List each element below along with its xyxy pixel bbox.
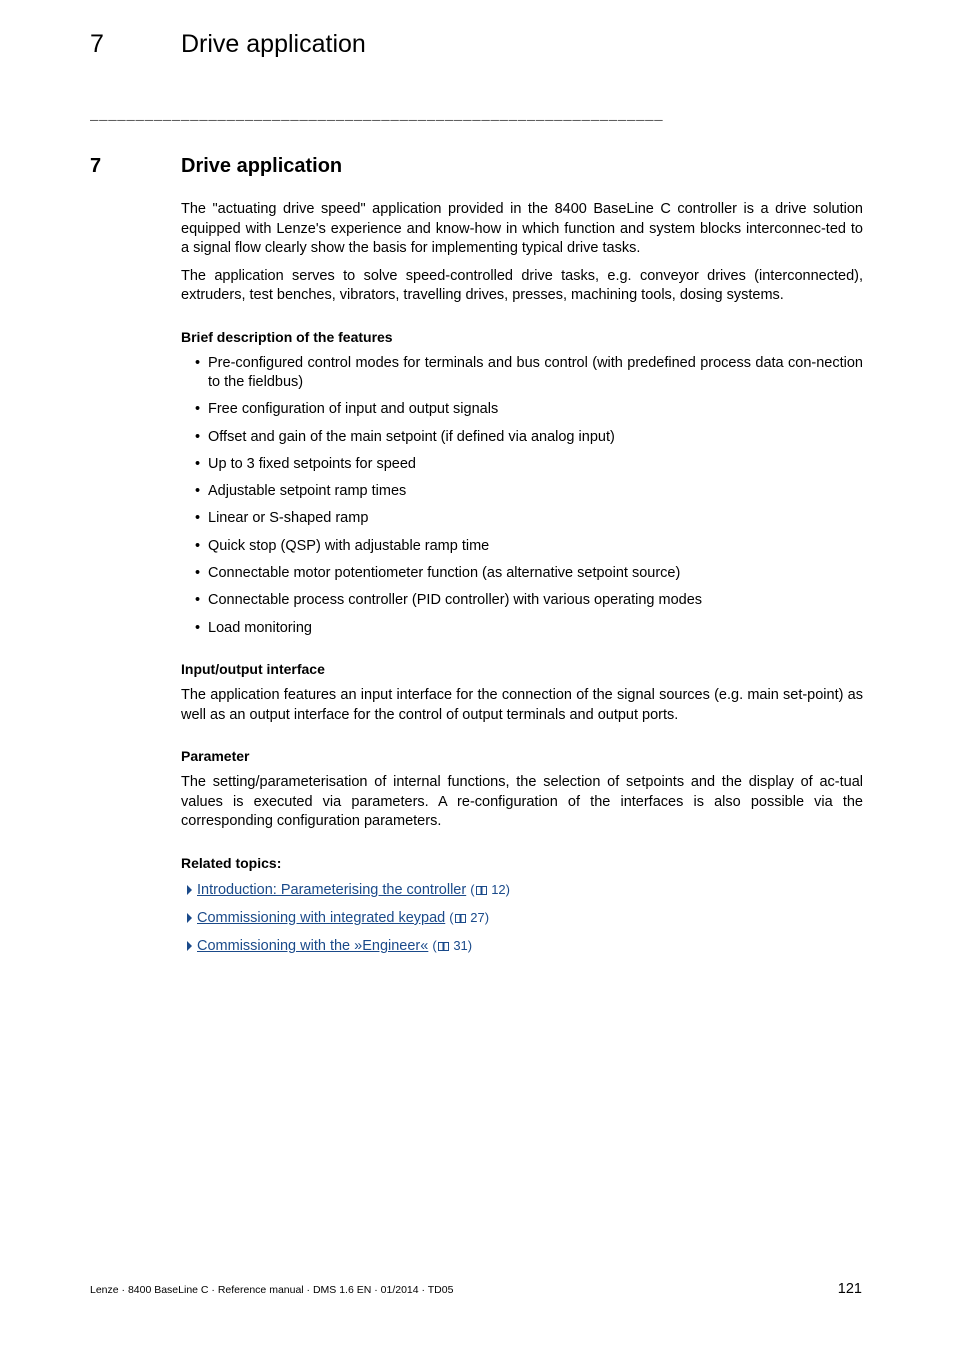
bullet-icon: • <box>195 428 201 445</box>
related-topic-link[interactable]: Commissioning with the »Engineer« <box>197 938 429 955</box>
intro-paragraph: The "actuating drive speed" application provided in the 8400 BaseLine C controller is a drive solution equipped with Lenze's experience and know-how in which function and system blocks interconnec-ted to a signal flow clearly show the basis for implementing typical drive tasks. <box>181 201 863 256</box>
bullet-icon: • <box>195 354 201 371</box>
list-item-text: Connectable motor potentiometer function (as alternative setpoint source) <box>208 565 681 582</box>
list-item <box>181 509 863 529</box>
related-topic-link[interactable]: Introduction: Parameterising the controller <box>197 881 467 898</box>
arrow-right-icon <box>187 941 192 951</box>
list-item <box>181 564 863 584</box>
book-icon <box>455 914 466 923</box>
parameter-heading: Parameter <box>181 748 250 765</box>
io-interface-text: The application features an input interface for the connection of the signal sources (e.g. main set-point) as well as an output interface for the control of output terminals and output ports. <box>181 687 863 723</box>
list-item-text: Connectable process controller (PID controller) with various operating modes <box>208 592 703 609</box>
list-item <box>181 591 863 611</box>
list-item-text: Linear or S-shaped ramp <box>208 510 369 527</box>
related-topic-item <box>181 936 863 957</box>
arrow-right-icon <box>187 913 192 923</box>
list-item-text: Free configuration of input and output signals <box>208 401 499 418</box>
header-chapter-title: Drive application <box>181 30 366 58</box>
list-item-text: Adjustable setpoint ramp times <box>208 483 407 500</box>
related-topics-heading: Related topics: <box>181 854 282 871</box>
list-item-text: Pre-configured control modes for terminals and bus control (with predefined process data con-nection to the fieldbus) <box>208 354 863 390</box>
list-item-text: Load monitoring <box>208 619 312 636</box>
list-item-text: Quick stop (QSP) with adjustable ramp time <box>208 537 490 554</box>
bullet-icon: • <box>195 455 201 472</box>
bullet-icon: • <box>195 537 201 554</box>
page-reference[interactable]: ( 12) <box>470 881 511 897</box>
bullet-icon: • <box>195 565 201 582</box>
footer-text: Lenze · 8400 BaseLine C · Reference manual · DMS 1.6 EN · 01/2014 · TD05 <box>90 1284 454 1296</box>
list-item-text: Up to 3 fixed setpoints for speed <box>208 455 416 472</box>
related-topics-list <box>181 880 863 957</box>
header-chapter-number: 7 <box>90 30 104 58</box>
book-icon <box>438 942 449 951</box>
list-item <box>181 482 863 502</box>
list-item <box>181 619 863 639</box>
list-item <box>181 400 863 420</box>
book-icon <box>476 886 487 895</box>
list-item <box>181 354 863 393</box>
section-title: Drive application <box>181 155 343 177</box>
bullet-icon: • <box>195 510 201 527</box>
list-item <box>181 428 863 448</box>
related-topic-item <box>181 880 863 901</box>
page-reference[interactable]: ( 27) <box>449 909 490 925</box>
parameter-text: The setting/parameterisation of internal functions, the selection of setpoints and the display of ac-tual values is executed via parameters. A re-configuration of the interfaces is also possible via the corresponding configuration parameters. <box>181 774 863 830</box>
page-reference-number: 12 <box>491 881 506 897</box>
list-item <box>181 455 863 475</box>
bullet-icon: • <box>195 592 201 609</box>
bullet-icon: • <box>195 401 201 418</box>
page-reference[interactable]: ( 31) <box>432 938 473 954</box>
list-item-text: Offset and gain of the main setpoint (if defined via analog input) <box>208 428 615 445</box>
header-divider: _______________________________________________________________ <box>90 108 664 124</box>
features-heading: Brief description of the features <box>181 328 393 345</box>
page-reference-number: 31 <box>453 938 468 954</box>
page-number: 121 <box>837 1281 862 1297</box>
related-topic-link[interactable]: Commissioning with integrated keypad <box>197 909 446 926</box>
intro-paragraph: The application serves to solve speed-controlled drive tasks, e.g. conveyor drives (interconnected), extruders, test benches, vibrators, travelling drives, presses, machining tools, dosing systems. <box>181 267 863 303</box>
features-list <box>181 354 863 639</box>
main-content <box>181 200 863 965</box>
related-topic-item <box>181 908 863 929</box>
section-number: 7 <box>90 155 102 177</box>
page-reference-number: 27 <box>470 909 485 925</box>
io-interface-heading: Input/output interface <box>181 661 325 678</box>
arrow-right-icon <box>187 885 192 895</box>
list-item <box>181 537 863 557</box>
bullet-icon: • <box>195 483 201 500</box>
bullet-icon: • <box>195 619 201 636</box>
